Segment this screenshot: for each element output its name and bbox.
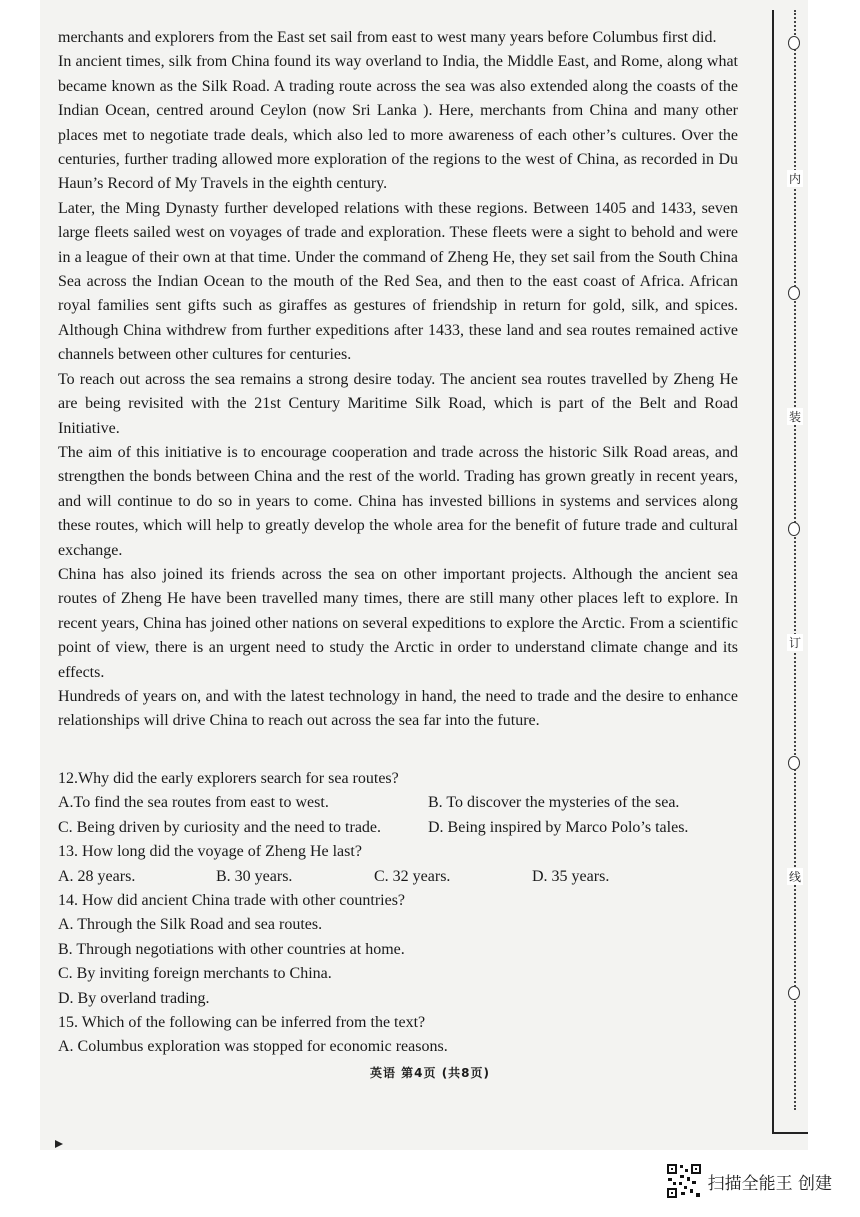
binding-hole-icon	[788, 522, 800, 536]
question-12-options-row	[58, 816, 738, 840]
passage-paragraph: Later, the Ming Dynasty further developed relations with these regions. Between 1405 and 1433, seven large fleets sailed west on voyages of trade and exploration. These fleets were a sight to behold and were in a league of their own at that time. Under the command of Zheng He, they set sail from the South China Sea across the Indian Ocean to the mouth of the Red Sea, and then to the east coast of Africa. African royal families sent gifts such as giraffes as gestures of friendship in return for gold, silk, and spices. Although China withdrew from further expeditions after 1433, these land and sea routes remained active channels between other cultures for centuries.	[58, 199, 738, 364]
binding-hole-icon	[788, 986, 800, 1000]
passage-paragraph: The aim of this initiative is to encourage cooperation and trade across the historic Silk Road areas, and strengthen the bonds between China and the rest of the world. Trading has grown greatly in recent years, and will continue to do so in years to come. China has invested billions in systems and services along these routes, which will help to greatly develop the whole area for the benefit of future trade and cultural exchange.	[58, 443, 738, 559]
question-14-option-c: C. By inviting foreign merchants to China.	[58, 965, 332, 983]
binding-hole-icon	[788, 756, 800, 770]
binding-mark: 订	[788, 636, 801, 650]
question-12-stem: 12.Why did the early explorers search for sea routes?	[58, 770, 399, 787]
binding-mark: 线	[788, 870, 801, 884]
reading-passage	[58, 26, 738, 734]
question-section	[58, 767, 738, 1060]
corner-arrow-icon	[55, 1140, 63, 1148]
question-12-option-c: C. Being driven by curiosity and the need to trade.	[58, 818, 382, 836]
binding-hole-icon	[788, 286, 800, 300]
binding-mark: 装	[788, 410, 801, 424]
question-14-option-d: D. By overland trading.	[58, 989, 210, 1007]
binding-mark: 内	[788, 172, 801, 186]
question-12-option-b: B. To discover the mysteries of the sea.	[428, 794, 680, 812]
binding-line	[772, 10, 774, 1134]
passage-paragraph: merchants and explorers from the East set sail from east to west many years before Columbus first did.	[58, 29, 717, 46]
question-13-option-a: A. 28 years.	[58, 867, 136, 885]
qr-code-icon	[666, 1163, 702, 1199]
question-12-option-d: D. Being inspired by Marco Polo’s tales.	[428, 818, 689, 836]
passage-paragraph: Hundreds of years on, and with the latest technology in hand, the need to trade and the desire to enhance relationships will drive China to reach out across the sea far into the future.	[58, 687, 738, 730]
scanner-watermark	[666, 1163, 832, 1199]
scanner-label: 扫描全能王 创建	[707, 1173, 832, 1194]
question-13-option-d: D. 35 years.	[532, 867, 610, 885]
question-14-stem: 14. How did ancient China trade with other countries?	[58, 891, 406, 909]
question-12-options-row	[58, 791, 738, 815]
question-13-stem: 13. How long did the voyage of Zheng He last?	[58, 843, 362, 861]
question-13-option-c: C. 32 years.	[374, 867, 451, 885]
binding-line	[772, 1132, 808, 1134]
question-13-option-b: B. 30 years.	[216, 867, 293, 885]
passage-paragraph: To reach out across the sea remains a strong desire today. The ancient sea routes travelled by Zheng He are being revisited with the 21st Century Maritime Silk Road, which is part of the Belt and Road Initiative.	[58, 370, 738, 437]
question-13-options-row	[58, 865, 738, 889]
passage-paragraph: China has also joined its friends across the sea on other important projects. Although the ancient sea routes of Zheng He have been travelled many times, there are still many other places left to explore. In recent years, China has joined other nations on several expeditions to explore the Arctic. From a scientific point of view, there is an urgent need to study the Arctic in order to understand climate change and its effects.	[58, 565, 738, 681]
binding-margin	[768, 10, 808, 1134]
question-15-option-a: A. Columbus exploration was stopped for economic reasons.	[58, 1038, 448, 1056]
question-12-option-a: A.To find the sea routes from east to west.	[58, 794, 329, 812]
question-15-stem: 15. Which of the following can be inferred from the text?	[58, 1013, 426, 1031]
question-14-option-b: B. Through negotiations with other countries at home.	[58, 940, 405, 958]
page-footer: 英语 第4页 (共8页)	[369, 1066, 491, 1080]
passage-paragraph: In ancient times, silk from China found its way overland to India, the Middle East, and Rome, along what became known as the Silk Road. A trading route across the sea was also extended along the coasts of the Indian Ocean, centred around Ceylon (now Sri Lanka ). Here, merchants from China and many other places met to negotiate trade deals, which also led to more awareness of each other’s cultures. Over the centuries, further trading allowed more exploration of the regions to the west of China, as recorded in Du Haun’s Record of My Travels in the eighth century.	[58, 53, 738, 193]
binding-hole-icon	[788, 36, 800, 50]
question-14-option-a: A. Through the Silk Road and sea routes.	[58, 916, 323, 934]
